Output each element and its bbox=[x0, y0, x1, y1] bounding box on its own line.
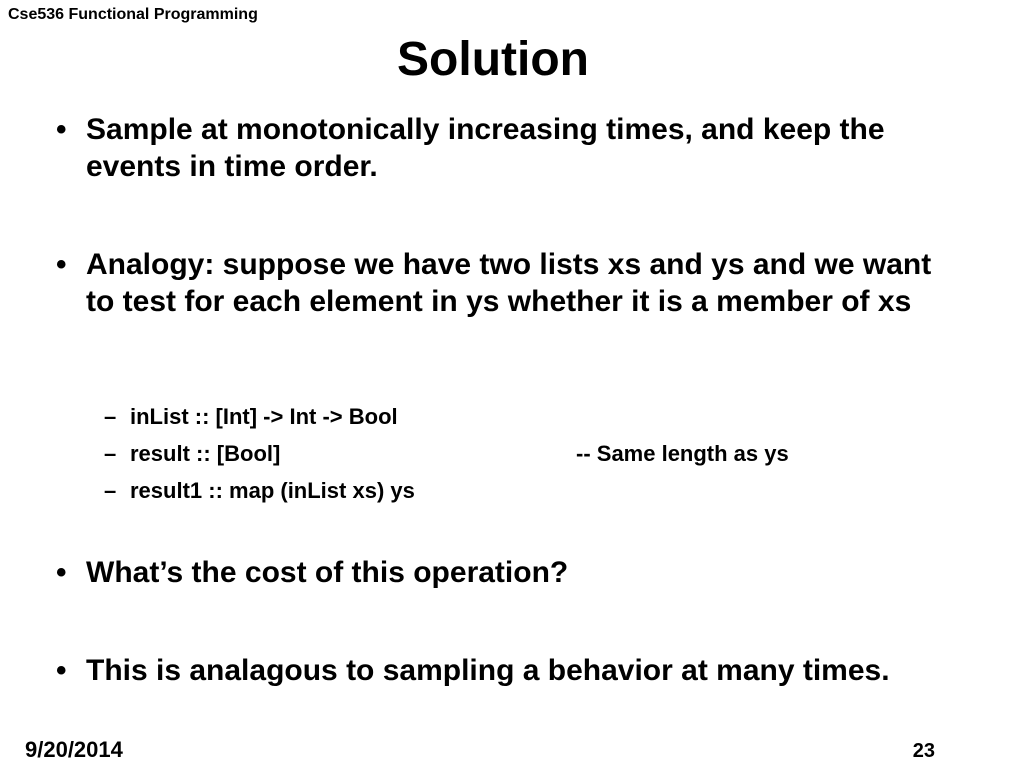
bullet-item bbox=[56, 246, 956, 320]
code-line: result :: [Bool] bbox=[130, 441, 281, 466]
bullet-text: Analogy: suppose we have two lists xs and ys and we want to test for each element in ys whether it is a member of xs bbox=[86, 248, 932, 318]
bullet-text: Sample at monotonically increasing times, and keep the events in time order. bbox=[86, 113, 885, 183]
slide-title: Solution bbox=[397, 33, 589, 86]
code-line: inList :: [Int] -> Int -> Bool bbox=[130, 404, 398, 429]
bullet-icon: • bbox=[56, 248, 67, 281]
code-line: result1 :: map (inList xs) ys bbox=[130, 478, 415, 503]
dash-icon: – bbox=[104, 441, 117, 466]
bullet-text: This is analagous to sampling a behavior at many times. bbox=[86, 654, 890, 687]
page-number: 23 bbox=[912, 740, 935, 762]
bullet-item bbox=[56, 111, 956, 185]
bullet-icon: • bbox=[56, 556, 67, 589]
course-name: Cse536 Functional Programming bbox=[8, 6, 258, 23]
dash-icon: – bbox=[104, 404, 117, 429]
bullet-item bbox=[56, 554, 956, 591]
bullet-icon: • bbox=[56, 654, 67, 687]
bullet-icon: • bbox=[56, 113, 67, 146]
dash-icon: – bbox=[104, 478, 117, 503]
bullet-text: What’s the cost of this operation? bbox=[86, 556, 569, 589]
footer-date: 9/20/2014 bbox=[25, 737, 123, 762]
code-comment: -- Same length as ys bbox=[576, 441, 789, 466]
bullet-item bbox=[56, 652, 956, 689]
